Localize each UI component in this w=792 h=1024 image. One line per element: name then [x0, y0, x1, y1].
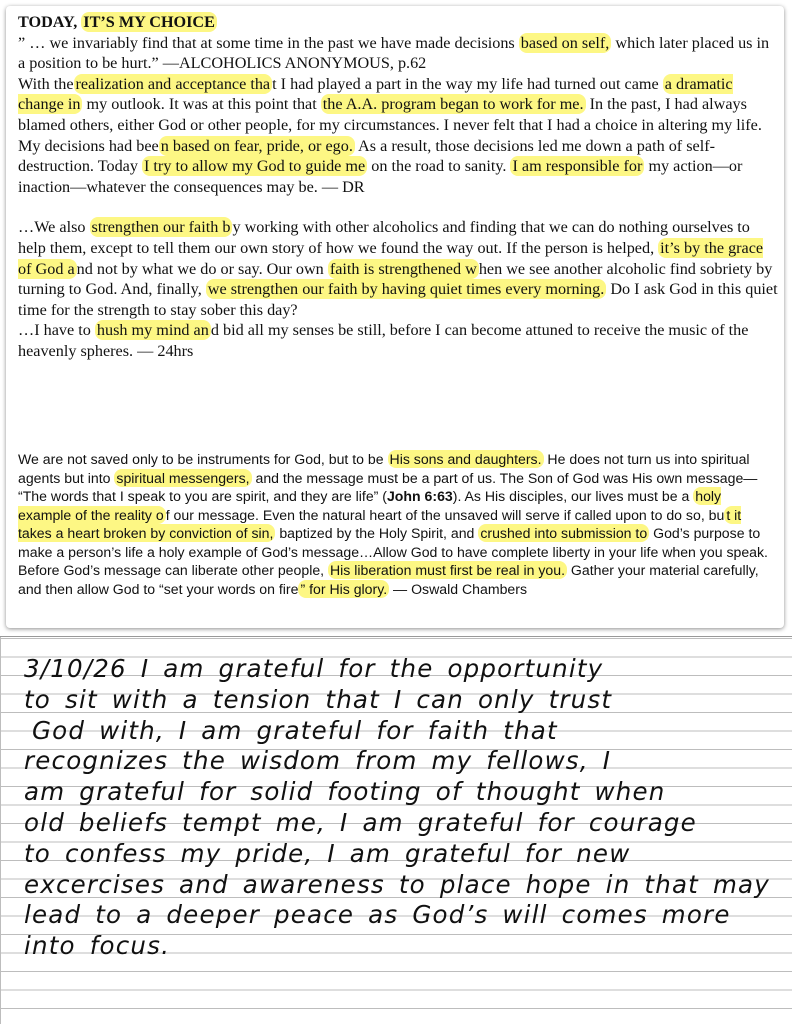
journal-line: old beliefs tempt me, I am grateful for courage [24, 807, 697, 837]
page-divider [0, 636, 792, 637]
journal-line: to sit with a tension that I can only trust [24, 684, 613, 714]
journal-line: God with, I am grateful for faith that [32, 715, 558, 745]
journal-line: lead to a deeper peace as God’s will comes more [24, 900, 731, 930]
paragraph-dr: With the realization and acceptance tha t I had played a part in the way my life had turned out came a dramatic change in my outlook. It was at this point that the A.A. program began to work for me. In the past, I had always blamed others, either God or other people, for my circumstances. I never felt that I had a choice in altering my life. My decisions had bee n based on fear, pride, or ego. As a result, those decisions led me down a path of self-destruction. Today I try to allow my God to guide me on the road to sanity. I am responsible for my action—or inaction—whatever the consequences may be. — DR [18, 74, 762, 196]
journal-line: recognizes the wisdom from my fellows, I [24, 746, 612, 776]
paragraph-24hrs-hush: …I have to hush my mind an d bid all my senses be still, before I can become attuned to receive the music of the heavenly spheres. — 24hrs [18, 321, 749, 360]
journal-line: am grateful for solid footing of thought when [24, 777, 666, 807]
scripture-reference: John 6:63 [386, 488, 453, 504]
journal-line: excercises and awareness to place hope in that may [24, 869, 770, 899]
paragraph-24hrs-faith: …We also strengthen our faith b y working with other alcoholics and finding that we can do nothing ourselves to help them, except to tell them our own story of how we found the way out. If the person is helped, it’s by the grace of God a nd not by what we do or say. Our own faith is strengthened w hen we see another alcoholic find sobriety by turning to God. And, finally, we strengthen our faith by having quiet times every morning. Do I ask God in this quiet time for the strength to stay sober this day? [18, 218, 778, 319]
handwritten-journal-entry [24, 654, 784, 962]
journal-line: to confess my pride, I am grateful for new [24, 838, 631, 868]
quote: ” … we invariably find that at some time in the past we have made decisions based on self, which later placed us in a position to be hurt.” —ALCOHOLICS ANONYMOUS, p.62 [18, 33, 770, 73]
journal-line: 3/10/26 I am grateful for the opportunity [24, 654, 604, 683]
page-title: TODAY, IT’S MY CHOICE [18, 13, 215, 31]
reading-text-serif [18, 12, 778, 362]
paragraph-chambers: We are not saved only to be instruments for God, but to be His sons and daughters. He does not turn us into spiritual agents but into spiritual messengers, and the message must be a part of us. The Son of God was His own message— “The words that I speak to you are spirit, and they are life” (John 6:63). As His disciples, our lives must be a holy example of the reality o f our message. Even the natural heart of the unsaved will serve if called upon to do so, bu t it takes a heart broken by conviction of sin, baptized by the Holy Spirit, and crushed into submission to God’s purpose to make a person’s life a holy example of God’s message…Allow God to have complete liberty in your life when you speak. Before God’s message can liberate other people, His liberation must first be real in you. Gather your material carefully, and then allow God to “set your words on fire ” for His glory. — Oswald Chambers [18, 451, 768, 597]
reading-card [6, 6, 784, 628]
journal-line: into focus. [24, 931, 171, 961]
